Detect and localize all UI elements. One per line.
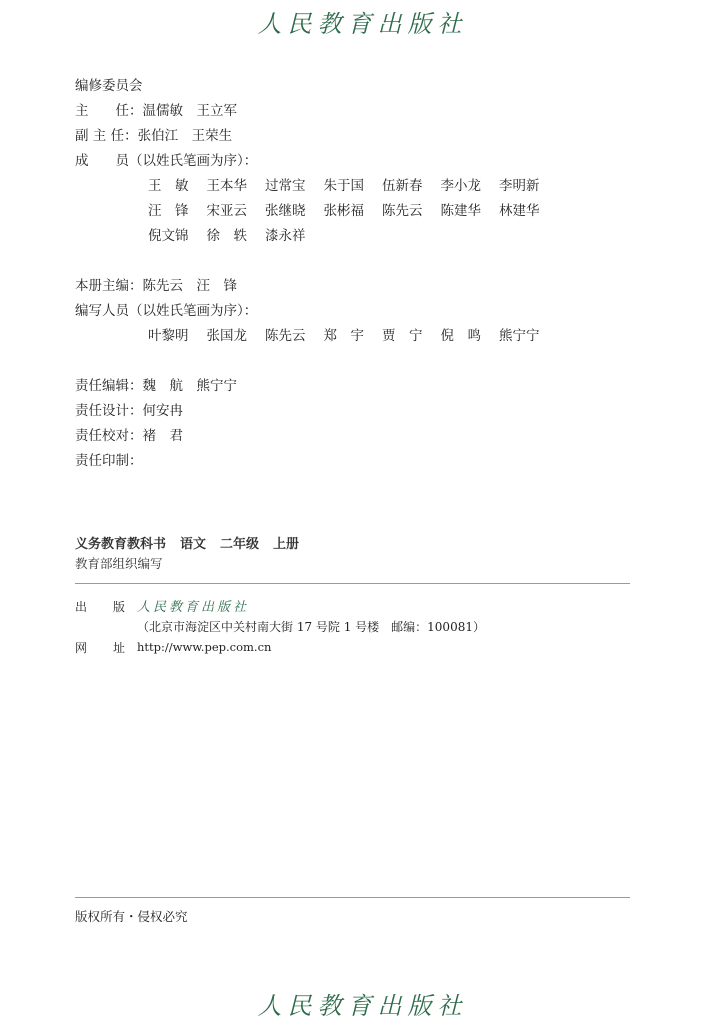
director-label: 主 任： xyxy=(75,103,143,119)
publisher-label-char: 出 xyxy=(75,600,88,614)
responsible-proof-names: 褚 君 xyxy=(142,428,183,444)
divider-bottom xyxy=(75,897,630,898)
writers-label: 编写人员（以姓氏笔画为序）： xyxy=(75,303,258,319)
member-name: 汪 锋 xyxy=(148,203,189,219)
website-url: http://www.pep.com.cn xyxy=(137,640,272,654)
chief-editor-label: 本册主编： xyxy=(75,278,143,294)
book-title-line xyxy=(75,533,313,552)
member-name: 伍新春 xyxy=(382,178,423,194)
responsible-design-label: 责任设计： xyxy=(75,403,143,419)
responsible-design-row xyxy=(75,401,183,421)
deputy-names: 张伯江 王荣生 xyxy=(137,128,233,144)
publisher-address: （北京市海淀区中关村南大街 17 号院 1 号楼 邮编：100081） xyxy=(137,620,485,634)
member-name: 王 敏 xyxy=(148,178,189,194)
writer-name: 陈先云 xyxy=(265,328,306,344)
publisher-label xyxy=(75,598,125,615)
responsible-proof-label: 责任校对： xyxy=(75,428,143,444)
writer-name: 张国龙 xyxy=(206,328,247,344)
responsible-print-label: 责任印制： xyxy=(75,453,143,469)
responsible-editor-label: 责任编辑： xyxy=(75,378,143,394)
responsible-design-names: 何安冉 xyxy=(142,403,183,419)
copyright-notice: 版权所有・侵权必究 xyxy=(75,909,188,924)
book-series: 义务教育教科书 xyxy=(75,537,167,552)
member-name: 过常宝 xyxy=(265,178,306,194)
writer-name: 郑 宇 xyxy=(323,328,364,344)
publisher-logo-bottom: 人民教育出版社 xyxy=(257,992,468,1020)
website-label-char: 网 xyxy=(75,641,88,655)
chief-editor-row xyxy=(75,276,237,296)
member-row-1 xyxy=(148,176,558,196)
divider-top xyxy=(75,583,630,584)
deputy-label: 副 主 任： xyxy=(75,128,138,144)
member-name: 李明新 xyxy=(499,178,540,194)
responsible-editor-row xyxy=(75,376,237,396)
member-row-3 xyxy=(148,226,324,246)
director-row xyxy=(75,101,237,121)
responsible-proof-row xyxy=(75,426,183,446)
director-names: 温儒敏 王立军 xyxy=(142,103,237,119)
member-row-2 xyxy=(148,201,558,221)
member-name: 林建华 xyxy=(499,203,540,219)
writer-name: 倪 鸣 xyxy=(440,328,481,344)
writers-row xyxy=(148,326,558,346)
member-name: 倪文锦 xyxy=(148,228,189,244)
book-grade: 二年级 xyxy=(220,537,260,552)
member-name: 漆永祥 xyxy=(265,228,306,244)
book-subject: 语文 xyxy=(180,537,207,552)
deputy-row xyxy=(75,126,232,146)
publisher-label-char: 版 xyxy=(112,600,125,614)
member-name: 陈先云 xyxy=(382,203,423,219)
committee-heading: 编修委员会 xyxy=(75,78,143,94)
publisher-logo-small: 人民教育出版社 xyxy=(137,600,250,615)
book-compiler: 教育部组织编写 xyxy=(75,556,163,571)
member-name: 张继晓 xyxy=(265,203,306,219)
member-name: 王本华 xyxy=(206,178,247,194)
member-name: 陈建华 xyxy=(440,203,481,219)
member-name: 张彬福 xyxy=(323,203,364,219)
member-name: 朱于国 xyxy=(323,178,364,194)
website-label-char: 址 xyxy=(112,641,125,655)
chief-editor-names: 陈先云 汪 锋 xyxy=(142,278,237,294)
members-label: 成 员（以姓氏笔画为序）： xyxy=(75,153,258,169)
website-label xyxy=(75,639,125,656)
member-name: 宋亚云 xyxy=(206,203,247,219)
writer-name: 熊宁宁 xyxy=(499,328,540,344)
member-name: 李小龙 xyxy=(440,178,481,194)
responsible-editor-names: 魏 航 熊宁宁 xyxy=(142,378,237,394)
writer-name: 叶黎明 xyxy=(148,328,189,344)
member-name: 徐 轶 xyxy=(206,228,247,244)
publisher-logo-top: 人民教育出版社 xyxy=(257,10,468,38)
writer-name: 贾 宁 xyxy=(382,328,423,344)
book-volume: 上册 xyxy=(273,537,300,552)
